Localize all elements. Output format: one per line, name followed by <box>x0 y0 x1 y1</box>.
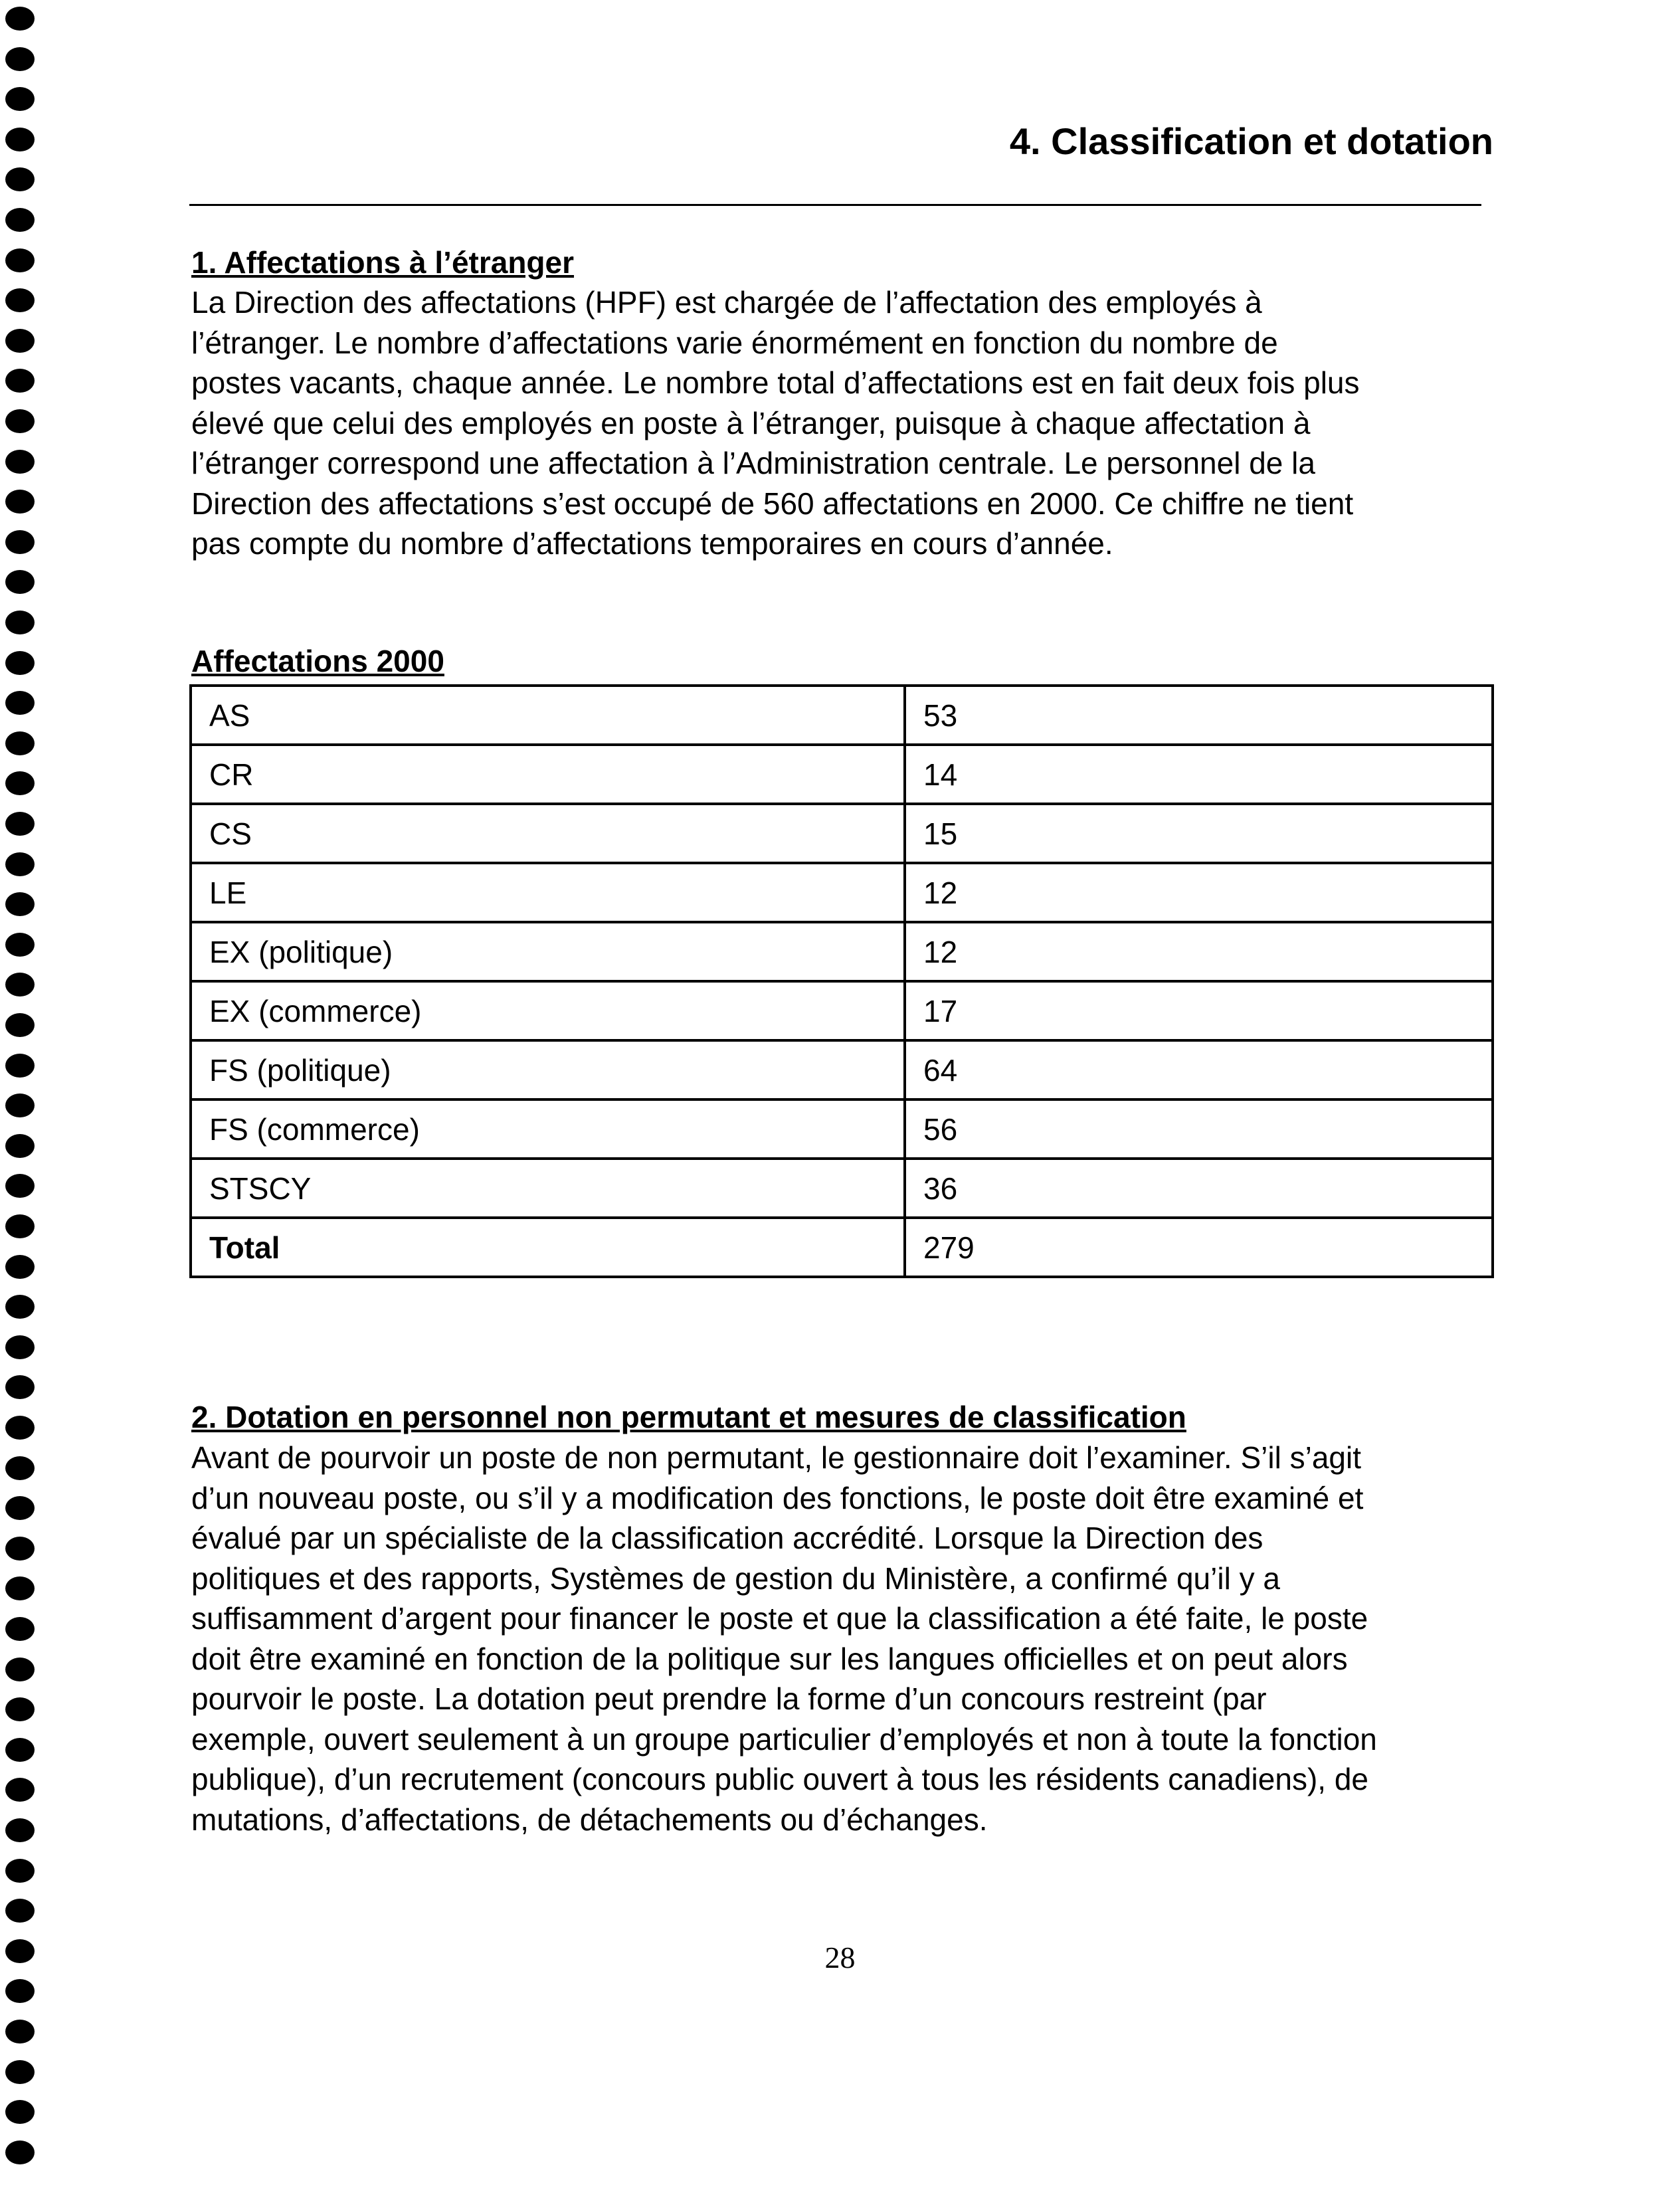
row-value: 36 <box>905 1159 1493 1218</box>
section2-line: exemple, ouvert seulement à un groupe particulier d’employés et non à toute la fonction <box>191 1721 1377 1757</box>
binding-hole <box>5 651 35 675</box>
binding-holes <box>0 0 47 2187</box>
binding-hole <box>5 1738 35 1762</box>
section1-line: l’étranger correspond une affectation à l’Administration centrale. Le personnel de la <box>191 446 1315 480</box>
row-label: STSCY <box>191 1159 905 1218</box>
binding-hole <box>5 1134 35 1158</box>
binding-hole <box>5 1697 35 1721</box>
binding-hole <box>5 87 35 111</box>
binding-hole <box>5 2060 35 2084</box>
binding-hole <box>5 1335 35 1359</box>
section2-line: suffisamment d’argent pour financer le poste et que la classification a été faite, le poste <box>191 1601 1368 1636</box>
binding-hole <box>5 450 35 474</box>
binding-hole <box>5 771 35 795</box>
binding-hole <box>5 530 35 554</box>
section2-line: doit être examiné en fonction de la politique sur les langues officielles et on peut alors <box>191 1641 1348 1676</box>
binding-hole <box>5 1214 35 1238</box>
section2-line: publique), d’un recrutement (concours public ouvert à tous les résidents canadiens), de <box>191 1762 1368 1796</box>
table-row <box>191 1099 1493 1159</box>
binding-hole <box>5 7 35 31</box>
row-label: FS (politique) <box>191 1040 905 1099</box>
row-value: 53 <box>905 686 1493 745</box>
table-row <box>191 804 1493 863</box>
row-label: AS <box>191 686 905 745</box>
affectations-table <box>189 684 1494 1278</box>
binding-hole <box>5 973 35 997</box>
binding-hole <box>5 167 35 191</box>
binding-hole <box>5 691 35 715</box>
binding-hole <box>5 2020 35 2044</box>
binding-hole <box>5 369 35 393</box>
section2-line: politiques et des rapports, Systèmes de gestion du Ministère, a confirmé qu’il y a <box>191 1561 1280 1596</box>
row-label: CR <box>191 745 905 804</box>
table-row <box>191 1159 1493 1218</box>
binding-hole <box>5 2140 35 2164</box>
table-row <box>191 686 1493 745</box>
table-caption: Affectations 2000 <box>191 644 444 678</box>
binding-hole <box>5 933 35 957</box>
binding-hole <box>5 1658 35 1681</box>
row-value: 12 <box>905 863 1493 922</box>
row-value: 64 <box>905 1040 1493 1099</box>
binding-hole <box>5 611 35 634</box>
section2-line: mutations, d’affectations, de détachements ou d’échanges. <box>191 1802 988 1837</box>
binding-hole <box>5 1537 35 1561</box>
binding-hole <box>5 1456 35 1480</box>
section2-heading: 2. Dotation en personnel non permutant et mesures de classification <box>191 1400 1186 1434</box>
section1-line: l’étranger. Le nombre d’affectations varie énormément en fonction du nombre de <box>191 325 1278 360</box>
section1-line: pas compte du nombre d’affectations temporaires en cours d’année. <box>191 526 1113 561</box>
row-value: 56 <box>905 1099 1493 1159</box>
binding-hole <box>5 248 35 272</box>
binding-hole <box>5 490 35 514</box>
binding-hole <box>5 1094 35 1117</box>
binding-hole <box>5 1496 35 1520</box>
page-number: 28 <box>824 1941 856 1974</box>
row-value: 12 <box>905 922 1493 981</box>
section1-paragraph <box>191 282 1360 564</box>
binding-hole <box>5 1778 35 1802</box>
section2-line: évalué par un spécialiste de la classification accrédité. Lorsque la Direction des <box>191 1521 1263 1555</box>
table-row <box>191 745 1493 804</box>
binding-hole <box>5 1295 35 1319</box>
binding-hole <box>5 1255 35 1279</box>
row-value: 17 <box>905 981 1493 1040</box>
row-label: CS <box>191 804 905 863</box>
section2-line: d’un nouveau poste, ou s’il y a modification des fonctions, le poste doit être examiné et <box>191 1480 1364 1515</box>
binding-hole <box>5 570 35 594</box>
section1-line: La Direction des affectations (HPF) est chargée de l’affectation des employés à <box>191 285 1262 320</box>
binding-hole <box>5 1818 35 1842</box>
section1-line: postes vacants, chaque année. Le nombre total d’affectations est en fait deux fois plus <box>191 365 1360 400</box>
section1-line: élevé que celui des employés en poste à l’étranger, puisque à chaque affectation à <box>191 405 1311 440</box>
section1-heading: 1. Affectations à l’étranger <box>191 245 575 280</box>
binding-hole <box>5 1013 35 1037</box>
row-label: EX (commerce) <box>191 981 905 1040</box>
binding-hole <box>5 812 35 836</box>
binding-hole <box>5 288 35 312</box>
row-value: 14 <box>905 745 1493 804</box>
row-label: FS (commerce) <box>191 1099 905 1159</box>
table-row <box>191 863 1493 922</box>
binding-hole <box>5 731 35 755</box>
binding-hole <box>5 1979 35 2003</box>
row-label: EX (politique) <box>191 922 905 981</box>
binding-hole <box>5 1859 35 1883</box>
binding-hole <box>5 1576 35 1600</box>
binding-hole <box>5 1174 35 1198</box>
section1-line: Direction des affectations s’est occupé de 560 affectations en 2000. Ce chiffre ne tient <box>191 486 1354 521</box>
table-row <box>191 922 1493 981</box>
table-total-row <box>191 1218 1493 1277</box>
binding-hole <box>5 1375 35 1399</box>
binding-hole <box>5 1899 35 1923</box>
chapter-title: 4. Classification et dotation <box>1009 120 1493 162</box>
binding-hole <box>5 2100 35 2124</box>
table-row <box>191 1040 1493 1099</box>
total-label: Total <box>191 1218 905 1277</box>
binding-hole <box>5 409 35 433</box>
section2-paragraph <box>191 1438 1377 1840</box>
binding-hole <box>5 128 35 151</box>
binding-hole <box>5 1054 35 1078</box>
binding-hole <box>5 1416 35 1440</box>
total-value: 279 <box>905 1218 1493 1277</box>
section2-line: Avant de pourvoir un poste de non permutant, le gestionnaire doit l’examiner. S’il s’agit <box>191 1440 1361 1475</box>
binding-hole <box>5 852 35 876</box>
table-row <box>191 981 1493 1040</box>
binding-hole <box>5 329 35 353</box>
section2-line: pourvoir le poste. La dotation peut prendre la forme d’un concours restreint (par <box>191 1681 1267 1716</box>
binding-hole <box>5 208 35 232</box>
binding-hole <box>5 892 35 916</box>
row-label: LE <box>191 863 905 922</box>
row-value: 15 <box>905 804 1493 863</box>
header-rule <box>189 204 1481 206</box>
binding-hole <box>5 1617 35 1641</box>
binding-hole <box>5 47 35 71</box>
